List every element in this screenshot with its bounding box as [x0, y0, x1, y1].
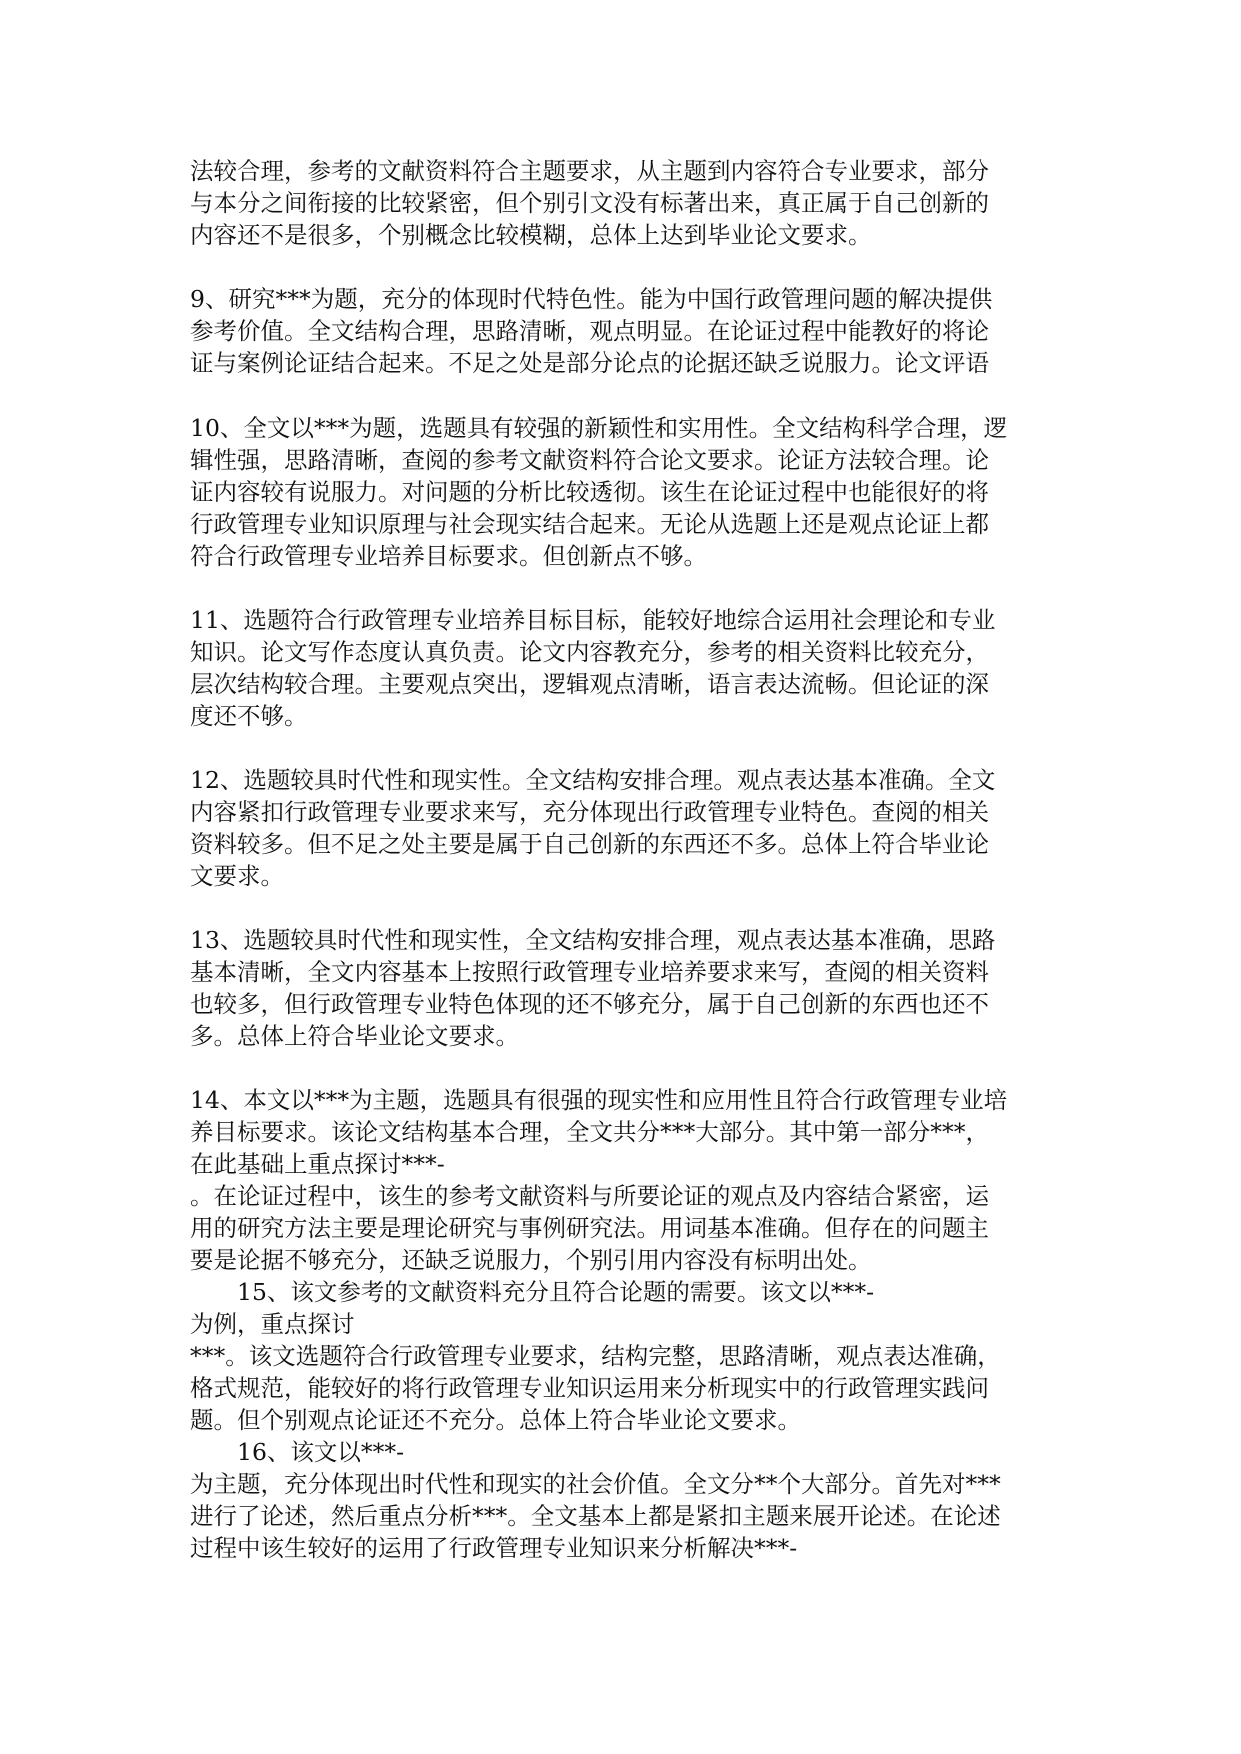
text-line: 为例，重点探讨 — [190, 1310, 355, 1338]
text-line: 为主题，充分体现出时代性和现实的社会价值。全文分**个大部分。首先对*** — [190, 1470, 1001, 1498]
text-line: 证与案例论证结合起来。不足之处是部分论点的论据还缺乏说服力。论文评语 — [190, 349, 989, 377]
text-line: 资料较多。但不足之处主要是属于自己创新的东西还不多。总体上符合毕业论 — [190, 830, 989, 858]
text-line: 15、该文参考的文献资料充分且符合论题的需要。该文以***- — [237, 1278, 875, 1306]
text-line: 13、选题较具时代性和现实性，全文结构安排合理，观点表达基本准确，思路 — [190, 926, 996, 954]
text-line: 符合行政管理专业培养目标要求。但创新点不够。 — [190, 542, 707, 570]
text-line: 。在论证过程中，该生的参考文献资料与所要论证的观点及内容结合紧密，运 — [190, 1182, 989, 1210]
text-line: 养目标要求。该论文结构基本合理，全文共分***大部分。其中第一部分***， — [190, 1118, 989, 1146]
text-line: 要是论据不够充分，还缺乏说服力，个别引用内容没有标明出处。 — [190, 1246, 872, 1274]
text-line: 辑性强，思路清晰，查阅的参考文献资料符合论文要求。论证方法较合理。论 — [190, 446, 989, 474]
text-line: 基本清晰，全文内容基本上按照行政管理专业培养要求来写，查阅的相关资料 — [190, 958, 989, 986]
text-line: ***。该文选题符合行政管理专业要求，结构完整，思路清晰，观点表达准确， — [190, 1342, 1001, 1370]
text-line: 度还不够。 — [190, 702, 308, 730]
text-line: 参考价值。全文结构合理，思路清晰，观点明显。在论证过程中能教好的将论 — [190, 317, 989, 345]
text-line: 内容还不是很多，个别概念比较模糊，总体上达到毕业论文要求。 — [190, 221, 872, 249]
text-line: 文要求。 — [190, 862, 284, 890]
text-line: 14、本文以***为主题，选题具有很强的现实性和应用性且符合行政管理专业培 — [190, 1086, 1008, 1114]
text-line: 法较合理，参考的文献资料符合主题要求，从主题到内容符合专业要求，部分 — [190, 157, 989, 185]
text-line: 题。但个别观点论证还不充分。总体上符合毕业论文要求。 — [190, 1406, 801, 1434]
text-line: 知识。论文写作态度认真负责。论文内容教充分，参考的相关资料比较充分， — [190, 638, 989, 666]
text-line: 多。总体上符合毕业论文要求。 — [190, 1022, 519, 1050]
text-line: 也较多，但行政管理专业特色体现的还不够充分，属于自己创新的东西也还不 — [190, 990, 989, 1018]
text-line: 11、选题符合行政管理专业培养目标目标，能较好地综合运用社会理论和专业 — [190, 606, 996, 634]
text-line: 16、该文以***- — [237, 1438, 405, 1466]
text-line: 10、全文以***为题，选题具有较强的新颖性和实用性。全文结构科学合理，逻 — [190, 414, 1008, 442]
text-line: 与本分之间衔接的比较紧密，但个别引文没有标著出来，真正属于自己创新的 — [190, 189, 989, 217]
text-line: 格式规范，能较好的将行政管理专业知识运用来分析现实中的行政管理实践问 — [190, 1374, 989, 1402]
text-line: 9、研究***为题，充分的体现时代特色性。能为中国行政管理问题的解决提供 — [190, 285, 993, 313]
text-line: 12、选题较具时代性和现实性。全文结构安排合理。观点表达基本准确。全文 — [190, 766, 996, 794]
text-line: 内容紧扣行政管理专业要求来写，充分体现出行政管理专业特色。查阅的相关 — [190, 798, 989, 826]
text-line: 过程中该生较好的运用了行政管理专业知识来分析解决***- — [190, 1534, 798, 1562]
text-line: 行政管理专业知识原理与社会现实结合起来。无论从选题上还是观点论证上都 — [190, 510, 989, 538]
text-line: 进行了论述，然后重点分析***。全文基本上都是紧扣主题来展开论述。在论述 — [190, 1502, 1001, 1530]
text-line: 用的研究方法主要是理论研究与事例研究法。用词基本准确。但存在的问题主 — [190, 1214, 989, 1242]
text-line: 证内容较有说服力。对问题的分析比较透彻。该生在论证过程中也能很好的将 — [190, 478, 989, 506]
text-line: 在此基础上重点探讨***- — [190, 1150, 445, 1178]
text-line: 层次结构较合理。主要观点突出，逻辑观点清晰，语言表达流畅。但论证的深 — [190, 670, 989, 698]
